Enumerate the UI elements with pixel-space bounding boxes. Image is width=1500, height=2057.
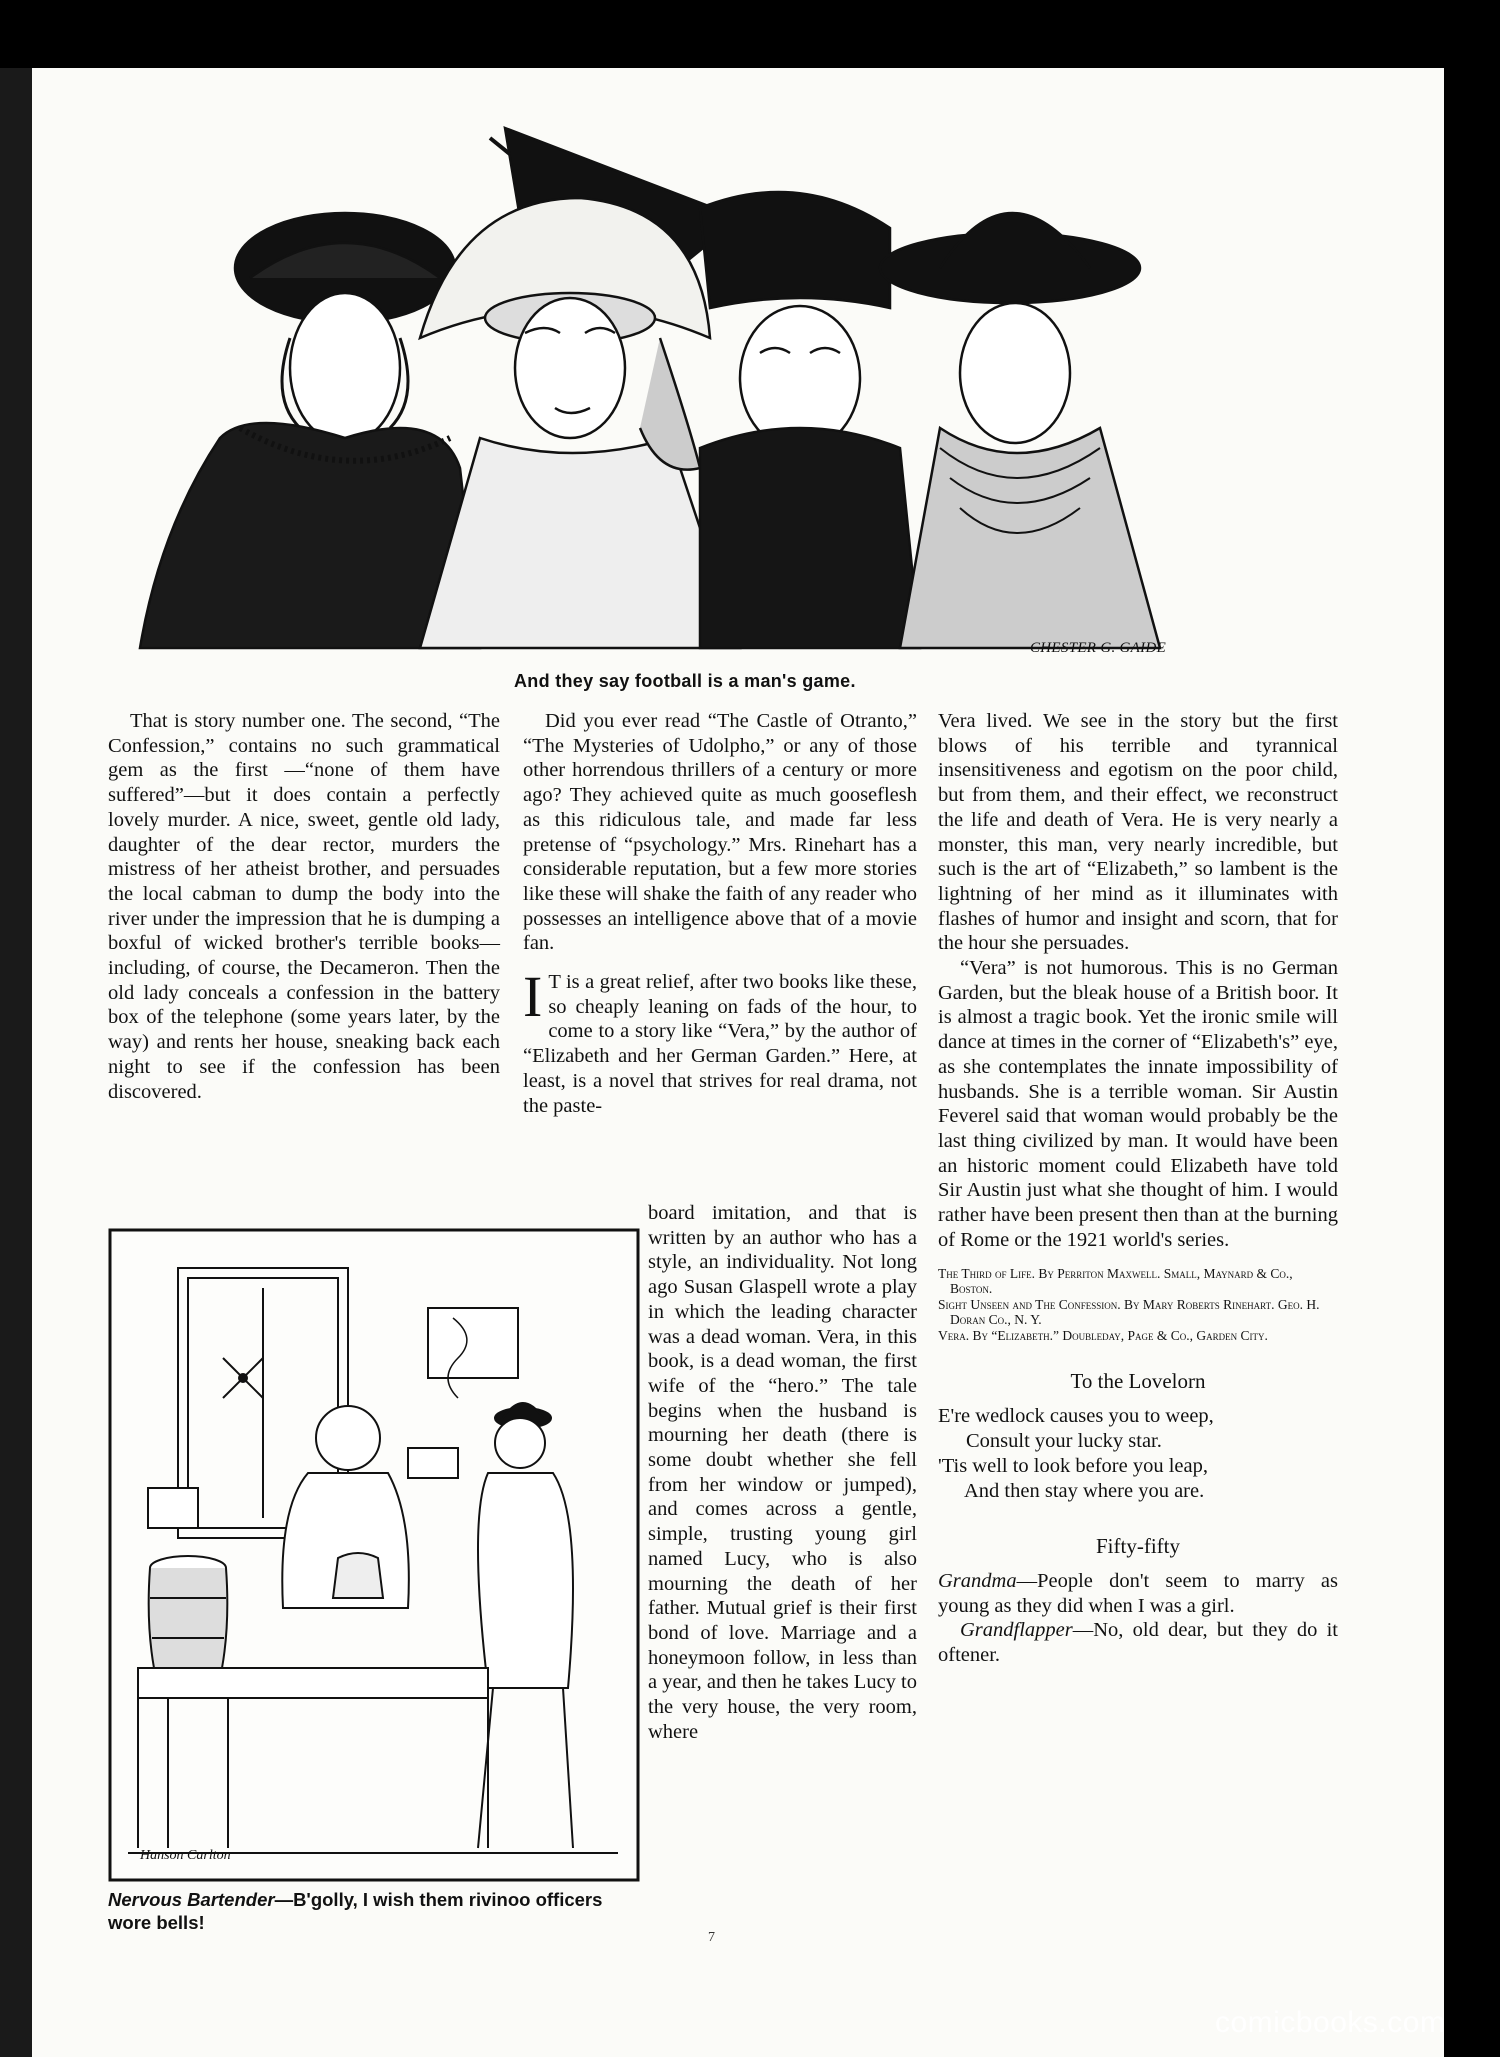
page-number: 7 <box>708 1930 715 1945</box>
poem-line: Consult your lucky star. <box>966 1430 1162 1453</box>
poem-line: 'Tis well to look before you leap, <box>938 1455 1208 1478</box>
article-paragraph: Vera lived. We see in the story but the first blows of his terrible and tyrannical insensitiveness and egotism on the poor child, but from them, and their effect, we reconstruct the life and death of Vera. He is very nearly a monster, this man, very nearly incredible, but such is the art of “Elizabeth,” so lambent is the lightning of her mind as it illuminates with flashes of humor and insight and scorn, that for the hour she persuades. <box>938 710 1338 955</box>
book-reference: Vera. By “Elizabeth.” Doubleday, Page & Co., Garden City. <box>938 1328 1268 1344</box>
speaker-name: Grandma <box>938 1569 1017 1592</box>
article-paragraph: Did you ever read “The Castle of Otranto,” “The Mysteries of Udolpho,” or any of those other horrendous thrillers of a century or more ago? They achieved quite as much gooseflesh as this ridiculous tale, and made far less pretense of “psychology.” Mrs. Rinehart has a considerable reputation, but a few more stories like these will shake the faith of any reader who possesses an intelligence above that of a movie fan. <box>523 710 917 955</box>
drop-cap: I <box>523 964 543 1030</box>
joke-title: Fifty-fifty <box>1096 1534 1180 1559</box>
article-column-1 <box>108 709 500 1104</box>
article-paragraph-dropcap <box>523 964 917 1118</box>
book-reference: Sight Unseen and The Confession. By Mary Roberts Rinehart. Geo. H. Doran Co., N. Y. <box>938 1297 1320 1328</box>
book-references <box>938 1266 1338 1343</box>
signature-illustrator: CHESTER G. GAIDE <box>1030 640 1167 656</box>
article-paragraph: That is story number one. The second, “The Confession,” contains no such grammatical gem as the first —“none of them have suffered”—but it does contain a perfectly lovely murder. A nice, sweet, gentle old lady, daughter of the dear rector, murders the mistress of her atheist brother, and persuades the local cabman to dump the body into the river under the impression that he is dumping a boxful of wicked brother's terrible books—including, of course, the Decameron. Then the old lady conceals a confession in the battery box of the telephone (some years later, by the way) and rents her house, sneaking back each night to see if the confession has been discovered. <box>108 710 500 1103</box>
facing-page-edge <box>0 68 32 2057</box>
joke-line <box>938 1569 1338 1618</box>
illustration-caption: And they say football is a man's game. <box>514 671 856 691</box>
caption-speaker: Nervous Bartender <box>108 1889 275 1910</box>
poem-title: To the Lovelorn <box>1070 1369 1206 1394</box>
scan-border <box>1444 68 1500 2057</box>
cartoon-signature: Hanson Carlton <box>140 1848 231 1863</box>
poem-line: E're wedlock causes you to weep, <box>938 1405 1214 1428</box>
joke-text: —No, old dear, but they do it oftener. <box>938 1619 1338 1666</box>
article-paragraph: “Vera” is not humorous. This is no German Garden, but the bleak house of a British boor. It is almost a tragic book. Yet the ironic smile will dance at times in the corner of “Elizabeth's” eye, as she contemplates the innate impossibility of husbands. She is a terrible woman. Sir Austin Feverel said that woman would probably be the last thing civilized by man. It would have been an historic moment could Elizabeth have told Sir Austin just what she thought of him. I would rather have been present then than at the burning of Rome or the 1921 world's series. <box>938 957 1338 1251</box>
poem <box>938 1404 1338 1504</box>
article-column-2-upper <box>523 709 917 1118</box>
joke-line <box>938 1618 1338 1667</box>
book-reference: The Third of Life. By Perriton Maxwell. Small, Maynard & Co., Boston. <box>938 1266 1293 1297</box>
caption-text: —B'golly, I wish them rivinoo officers wore bells! <box>108 1889 603 1933</box>
speaker-name: Grandflapper <box>960 1619 1073 1642</box>
bartender-cartoon <box>108 1228 640 1882</box>
joke-dialog <box>938 1569 1338 1668</box>
article-text: T is a great relief, after two books like these, so cheaply leaning on fads of the hour, to come to a story like “Vera,” by the author of “Elizabeth and her German Garden.” Here, at least, is a novel that strives for real drama, not the paste- <box>523 971 917 1117</box>
joke-text: —People don't seem to marry as young as they did when I was a girl. <box>938 1569 1338 1617</box>
article-column-2-lower <box>648 1201 917 1744</box>
article-paragraph: board imitation, and that is written by an author who has a style, an individuality. Not long ago Susan Glaspell wrote a play in which the leading character was a dead woman. Vera, in this book, is a dead woman, the first wife of the “hero.” The tale begins when the husband is mourning her death (there is some doubt whether she fell from her window or jumped), and comes across a gentle, simple, trusting young girl named Lucy, who is also mourning the death of her father. Mutual grief is their first bond of love. Marriage and a honeymoon follow, in less than a year, and then he takes Lucy to the very house, the very room, where <box>648 1202 917 1743</box>
site-watermark: comicbooks.com <box>1215 2006 1446 2039</box>
article-column-3 <box>938 709 1338 1668</box>
cartoon-caption <box>108 1888 638 1934</box>
football-fans-illustration <box>100 108 1340 668</box>
poem-line: And then stay where you are. <box>964 1480 1205 1503</box>
